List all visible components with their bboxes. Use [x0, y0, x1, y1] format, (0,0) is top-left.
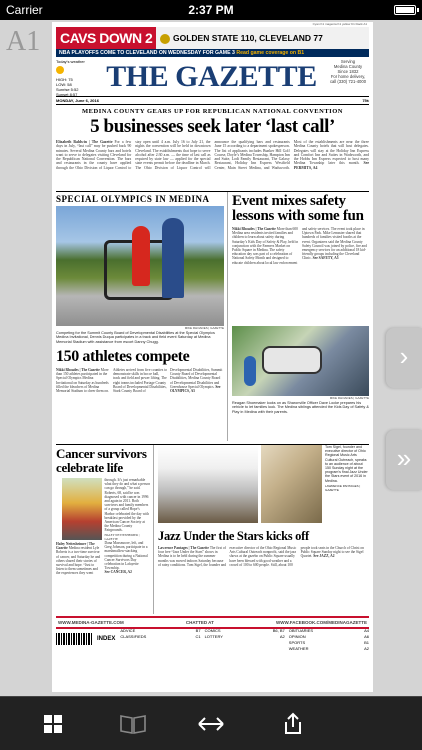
team-logo-icon [160, 34, 170, 44]
playoffs-link: Read game coverage on B1 [236, 50, 305, 56]
lead-headline[interactable]: 5 businesses seek later ‘last call’ [90, 116, 335, 137]
index-item: LOTTERY A2 [204, 633, 285, 639]
playoffs-strip [56, 49, 369, 57]
athletes-jump: See OLYMPICS, A5 [170, 384, 221, 393]
index-item [205, 640, 285, 645]
so-caption: Competing for the Summit County Board of Developmental Disabilities at the Special Olympics Medina Invitational, Dennis Duqua participates in a track and field event Saturday at Medina Memorial Stadium with assistance from escort Danny Chugg. [56, 331, 215, 344]
jazz-body-wrap [158, 546, 369, 602]
athletes-headline: 150 athletes compete [56, 347, 190, 365]
weather-low: LOW: 58 [56, 82, 72, 87]
cs-jump: See CANCER, A2 [104, 570, 132, 575]
jazz-caption-text: Tom Sigel, founder and executive director of Ohio Regional Music Arts Cultural Outreach, speaks to an audience of about 150 Sunday night at the program’s final Jazz Under the Stars event of 2016 in Medina. [325, 445, 368, 483]
cs-story [56, 478, 150, 590]
mh-county: Medina County [333, 64, 363, 69]
mh-delivery: For home delivery, [330, 74, 366, 79]
share-icon[interactable] [278, 709, 308, 739]
jazz-headline: Jazz Under the Stars kicks off [158, 529, 309, 543]
issue-price: 75¢ [362, 98, 369, 103]
athletes-byline: Nikki Rhoades | The Gazette [56, 367, 100, 372]
so-section-title: SPECIAL OLYMPICS IN MEDINA [56, 194, 210, 204]
child-shape [244, 356, 256, 386]
cs-photo-credit: HALEY NETTESHEIMER | GAZETTE [104, 532, 140, 541]
police-car-shape [262, 346, 322, 374]
facebook-url: WWW.FACEBOOK.COM/MEDINAGAZETTE [275, 620, 367, 625]
index-item: CLASSIFIEDS C1 [120, 633, 201, 639]
newspaper-page[interactable] [52, 22, 373, 692]
weather-high: HIGH: 75 [56, 77, 73, 82]
so-photo [56, 206, 224, 326]
masthead-info [327, 59, 369, 96]
index-item: COMICS B6, B7 [204, 627, 285, 633]
dateline [56, 97, 369, 105]
registration-marks: Cyan K1 magenta K1 yellow K1 black A1 [312, 22, 367, 26]
athlete-shape [132, 226, 150, 286]
index-label: INDEX [97, 636, 116, 642]
jazz-photos [158, 445, 369, 525]
index-item [205, 646, 285, 651]
jazz-story[interactable] [154, 445, 369, 614]
lead-byline: Elizabeth Baldwin | The Gazette [56, 140, 113, 144]
lower-section [56, 444, 369, 614]
fit-arrows-icon[interactable] [196, 709, 226, 739]
cs-photo [62, 478, 102, 540]
jazz-body: The first of four free “Jazz Under the Stars” shows in Medina is to be held during the summer months was moved indoors Saturday because of rainy conditions. Tom Sigel, the founder and executive director of the Ohio Regional Music Arts Cultural Outreach nonprofit, said the jazz shows at the gazebo on Public Square usually have been blessed with good weather and a crowd of 100 to 600 people. Still, about 100 people took seats in the Church of Christ on Public Square Sunday night to see the Sigel Quartet. [158, 546, 364, 567]
cancer-survivors-story[interactable] [56, 445, 154, 614]
masthead-title: THE GAZETTE [106, 60, 317, 93]
masthead [56, 59, 369, 97]
status-bar [0, 0, 422, 20]
index-item: OBITUARIES A4 [288, 627, 369, 633]
bottom-toolbar [0, 696, 422, 750]
jazz-caption [325, 445, 369, 525]
lead-body: For a few days in July, “last call” may be pushed back 90 minutes. Several Medina County bars and hotels want to serve to delegates visiting Cleveland for the Republican National Convention. The bars and restaurants in the county have applied through the Ohio Division of Liquor Control to stay open until 4 a.m. July 16 to July 21, the nights the convention will be held in downtown Cleveland. The establishments that hope to serve alcohol after 2:30 a.m. — the time of last call as required by state law — applied for the special state events permit before the deadline in March. The Ohio Division of Liquor Control will announce the qualifying bars and restaurants June 15 according to a department spokesperson. The list of applicants includes Bunker Hill Golf Course, Doyle’s Medina Township, Hampton Inn and Suite, Lodi Family Restaurant, The Galaxy Restaurant, Holiday Inn Express Westfield Center, Main Street Medina, and Wadsworth. Most of the establishments are near the three Medina County hotels that will host delegates. Delegates will stay at the Holiday Inn Express and Comfort Inn and Suites in Wadsworth, and the Hobbs Inn Express expected to host many Medina Township later this month. [56, 140, 369, 170]
book-icon[interactable] [118, 709, 148, 739]
weather-title: Today's weather [56, 59, 85, 64]
index-item: ADVICE B7 [120, 627, 201, 633]
mh-since: Since 1832 [337, 69, 359, 74]
jazz-photo-credit: LAWRENCE PANTAGES | GAZETTE [325, 483, 361, 493]
issue-date: MONDAY, June 6, 2016 [56, 98, 99, 103]
middle-section [56, 191, 369, 441]
athletes-story [56, 368, 224, 423]
next-page-button[interactable] [386, 328, 422, 388]
barcode-icon [56, 633, 92, 645]
special-olympics-story[interactable] [56, 192, 228, 441]
cs-photo-caption: Dana Massmoore, left, and Greg Johnson, participate in a marshmallow-stacking competition during a National Cancer Survivors Day celebration in Lafayette Township. [104, 541, 148, 571]
jazz-photo-stage [158, 445, 258, 523]
page-label: A1 [6, 26, 41, 57]
index-item: OPINION A6 [288, 633, 369, 639]
last-page-button[interactable] [386, 430, 422, 490]
battery-icon [394, 5, 416, 15]
sun-icon [56, 66, 64, 74]
ev-headline: Event mixes safety lessons with some fun [232, 193, 364, 224]
ev-caption: Reagan Shoemaker looks on as Sharonville Officer Dave Locke prepares his vehicle to let families look. The Medina siblings attended the Kids Day of Safety & Play in Medina with their parents. [232, 401, 369, 414]
weather-box [56, 59, 96, 96]
index-item [120, 640, 200, 645]
chatted-label: CHATTED AT [185, 620, 214, 625]
lead-jump: See PERMITS, A4 [293, 161, 369, 170]
cs-byline: Haley Nettesheimer | The Gazette [56, 542, 95, 551]
ev-byline: Nikki Rhoades | The Gazette [232, 227, 276, 231]
ev-body: More than 600 Medina area residents invited families and children to learn about safety during Saturday’s Kids Day of Safety & Play, held in conjunction with the Farmers Market on Public Square in Medina. The safety education day was part of a celebration of National Safety Month and designed to educate children about local law enforcement and safety services. The event took place in Uptown Park. Mike Lemaster shared that hundreds of families visited booths at the event. Organizers said the Medina County Safety Council was joined by police, fire and emergency services for an additional 18 kid-friendly groups including the Cleveland Clinic. [232, 227, 367, 265]
jazz-jump: See JAZZ, A2 [313, 554, 335, 559]
jazz-photo-speaker [261, 445, 322, 523]
index-item [120, 646, 200, 651]
weather-sunset: Sunset 8:57 [56, 92, 78, 97]
index-item: WEATHER A2 [288, 645, 369, 651]
sports-banner[interactable] [56, 27, 369, 49]
cs-body: Medina resident Lyle Roberts is a two-time survivor of cancer, and Saturday he and others shared their stories of survival and hope. “Just to listen to them sometimes and the experiences they went through. It’s just remarkable what they do and what a person can go through,” he said. Roberts, 68, said he was diagnosed with cancer in 1996 and again in 2011. Both survivors and family members of a group called Hope’s Harbor celebrated the day with breakfast provided by the American Cancer Society at the Medina County Fairgrounds. [56, 478, 150, 576]
clock-time: 2:37 PM [188, 3, 234, 17]
playoffs-text: NBA PLAYOFFS COME TO CLEVELAND ON WEDNESDAY FOR GAME 3 [59, 50, 235, 56]
ev-jump: See SAFETY, A5 [312, 256, 339, 261]
double-chevron-right-icon: » [396, 443, 412, 473]
safety-event-story[interactable] [228, 192, 369, 441]
lead-story[interactable] [56, 140, 369, 188]
index-item: SPORTS B1 [288, 639, 369, 645]
banner-score [156, 27, 369, 49]
lead-kicker: MEDINA COUNTY GEARS UP FOR REPUBLICAN NATIONAL CONVENTION [82, 108, 343, 115]
ev-story [232, 227, 369, 323]
escort-shape [162, 218, 184, 298]
ev-photo [232, 326, 369, 396]
score-text: GOLDEN STATE 110, CLEVELAND 77 [173, 33, 323, 43]
grid-icon[interactable] [38, 709, 68, 739]
index-bar [56, 627, 369, 651]
so-photo-credit: MIKE RHOADES | GAZETTE [184, 326, 224, 330]
weather-sunrise: Sunrise 5:52 [56, 87, 79, 92]
jazz-byline: Lawrence Pantages | The Gazette [158, 546, 209, 550]
banner-headline: CAVS DOWN 2 [56, 27, 156, 49]
cs-headline: Cancer survivors celebrate life [56, 446, 147, 475]
chevron-right-icon: › [399, 341, 409, 371]
athletes-body: More than 150 athletes participated in the Special Olympics Medina Invitational on Saturday as hundreds filled the bleachers of Medina Memorial Stadium to cheer them on. Athletes arrived from five counties to demonstrate skills in bocce ball, track and field and power lifting. The eight teams included Portage County Board of Developmental Disabilities, Stark County Board of Developmental Disabilities, Summit County Board of Developmental Disabilities, Medina County Board of Developmental Disabilities and Greenhouse Special Olympics. [56, 367, 223, 393]
ev-photo-credit: MIKE RHOADES | GAZETTE [329, 396, 369, 400]
mh-serving: Serving [340, 59, 356, 64]
carrier-label: Carrier [6, 3, 43, 17]
index-grid [120, 628, 369, 651]
mh-phone: call (330) 721-4000 [329, 79, 367, 84]
website-url: WWW.MEDINA-GAZETTE.COM [58, 620, 124, 625]
